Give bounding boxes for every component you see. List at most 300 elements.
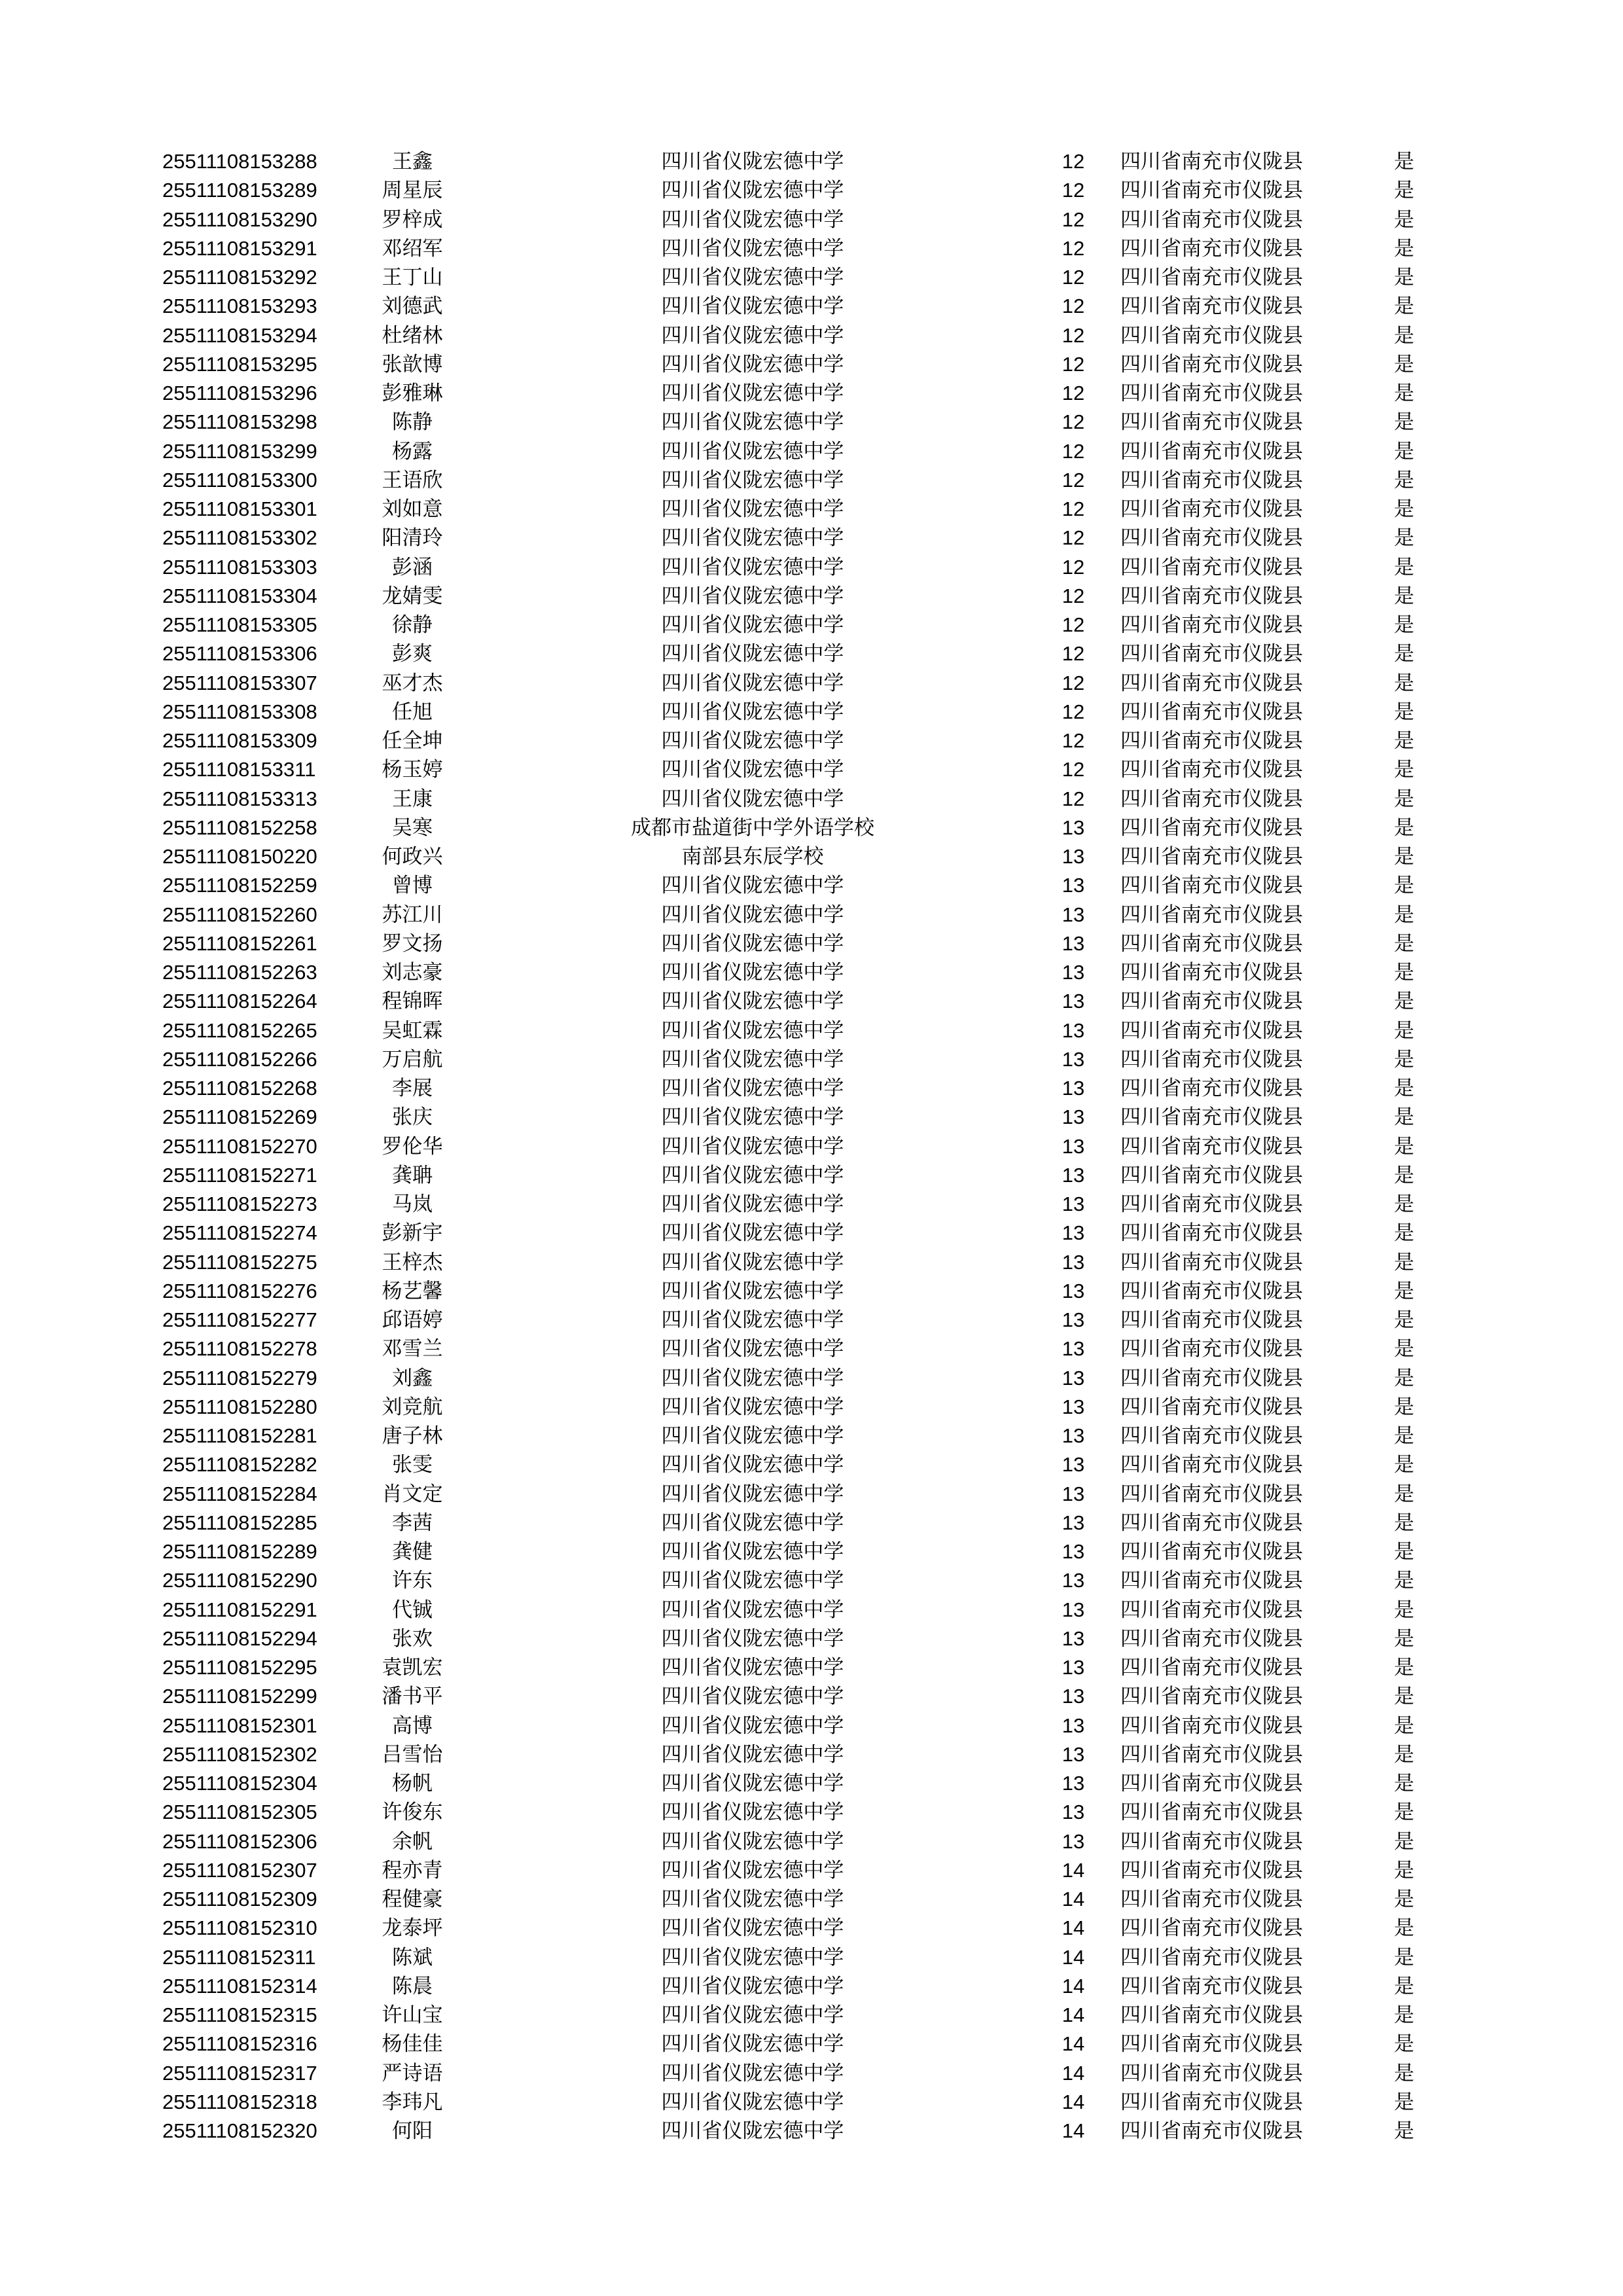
region: 四川省南充市仪陇县 xyxy=(1120,1858,1303,1882)
student-id: 25511108153300 xyxy=(162,468,317,492)
group-number: 13 xyxy=(1061,1308,1085,1331)
region: 四川省南充市仪陇县 xyxy=(1120,671,1303,695)
table-row xyxy=(0,2088,1623,2117)
school-name: 四川省仪陇宏德中学 xyxy=(661,1134,844,1158)
status-flag: 是 xyxy=(1394,526,1414,550)
region: 四川省南充市仪陇县 xyxy=(1120,1105,1303,1130)
status-flag: 是 xyxy=(1394,352,1414,376)
group-number: 13 xyxy=(1061,1801,1085,1824)
student-id: 25511108152260 xyxy=(162,903,317,926)
table-row xyxy=(0,1045,1623,1074)
status-flag: 是 xyxy=(1394,497,1414,521)
region: 四川省南充市仪陇县 xyxy=(1120,468,1303,492)
table-row xyxy=(0,1566,1623,1595)
school-name: 四川省仪陇宏德中学 xyxy=(661,671,844,695)
status-flag: 是 xyxy=(1394,1569,1414,1593)
student-id: 25511108152320 xyxy=(162,2119,317,2142)
student-id: 25511108152278 xyxy=(162,1337,317,1361)
group-number: 13 xyxy=(1061,1134,1085,1158)
table-row xyxy=(0,958,1623,987)
status-flag: 是 xyxy=(1394,1047,1414,1071)
group-number: 13 xyxy=(1061,1279,1085,1302)
school-name: 南部县东辰学校 xyxy=(681,845,824,869)
student-name: 彭雅琳 xyxy=(382,382,443,405)
student-name: 吕雪怡 xyxy=(382,1742,443,1767)
status-flag: 是 xyxy=(1394,1858,1414,1882)
student-name: 潘书平 xyxy=(382,1685,443,1709)
school-name: 四川省仪陇宏德中学 xyxy=(661,1540,844,1564)
status-flag: 是 xyxy=(1394,2061,1414,2085)
table-row xyxy=(0,1335,1623,1363)
table-row xyxy=(0,611,1623,639)
school-name: 四川省仪陇宏德中学 xyxy=(661,1424,844,1448)
table-row xyxy=(0,1769,1623,1798)
school-name: 四川省仪陇宏德中学 xyxy=(661,613,844,637)
region: 四川省南充市仪陇县 xyxy=(1120,845,1303,869)
group-number: 12 xyxy=(1061,266,1085,289)
status-flag: 是 xyxy=(1394,1482,1414,1506)
student-id: 25511108152289 xyxy=(162,1540,317,1563)
region: 四川省南充市仪陇县 xyxy=(1120,1193,1303,1216)
student-id: 25511108152264 xyxy=(162,990,317,1013)
status-flag: 是 xyxy=(1394,1801,1414,1825)
group-number: 12 xyxy=(1061,584,1085,607)
school-name: 四川省仪陇宏德中学 xyxy=(661,1511,844,1535)
student-name: 万启航 xyxy=(382,1047,443,1071)
school-name: 四川省仪陇宏德中学 xyxy=(661,1018,844,1043)
student-name: 程亦青 xyxy=(382,1858,443,1882)
status-flag: 是 xyxy=(1394,1105,1414,1130)
status-flag: 是 xyxy=(1394,2119,1414,2143)
region: 四川省南充市仪陇县 xyxy=(1120,555,1303,579)
table-row xyxy=(0,814,1623,842)
region: 四川省南充市仪陇县 xyxy=(1120,236,1303,260)
school-name: 四川省仪陇宏德中学 xyxy=(661,2061,844,2085)
status-flag: 是 xyxy=(1394,2003,1414,2027)
region: 四川省南充市仪陇县 xyxy=(1120,1482,1303,1506)
student-id: 25511108153293 xyxy=(162,295,317,318)
table-row xyxy=(0,1190,1623,1219)
student-id: 25511108152301 xyxy=(162,1713,317,1737)
student-id: 25511108152280 xyxy=(162,1395,317,1418)
student-id: 25511108153296 xyxy=(162,382,317,404)
status-flag: 是 xyxy=(1394,295,1414,319)
status-flag: 是 xyxy=(1394,1656,1414,1679)
region: 四川省南充市仪陇县 xyxy=(1120,1424,1303,1448)
group-number: 13 xyxy=(1061,845,1085,868)
student-id: 25511108152310 xyxy=(162,1916,317,1940)
student-name: 袁凯宏 xyxy=(382,1656,443,1679)
status-flag: 是 xyxy=(1394,700,1414,724)
region: 四川省南充市仪陇县 xyxy=(1120,2090,1303,2114)
region: 四川省南充市仪陇县 xyxy=(1120,2061,1303,2085)
status-flag: 是 xyxy=(1394,1772,1414,1795)
student-id: 25511108152282 xyxy=(162,1453,317,1477)
school-name: 四川省仪陇宏德中学 xyxy=(661,1337,844,1361)
school-name: 四川省仪陇宏德中学 xyxy=(661,1047,844,1071)
status-flag: 是 xyxy=(1394,1713,1414,1738)
region: 四川省南充市仪陇县 xyxy=(1120,382,1303,405)
table-row xyxy=(0,901,1623,929)
group-number: 12 xyxy=(1061,150,1085,173)
school-name: 四川省仪陇宏德中学 xyxy=(661,2032,844,2056)
student-name: 杜绪林 xyxy=(382,323,443,348)
group-number: 12 xyxy=(1061,323,1085,347)
student-name: 高博 xyxy=(392,1713,433,1738)
group-number: 12 xyxy=(1061,613,1085,636)
school-name: 四川省仪陇宏德中学 xyxy=(661,1916,844,1941)
region: 四川省南充市仪陇县 xyxy=(1120,1511,1303,1535)
school-name: 四川省仪陇宏德中学 xyxy=(661,2003,844,2027)
table-row xyxy=(0,408,1623,437)
group-number: 13 xyxy=(1061,816,1085,839)
student-name: 许俊东 xyxy=(382,1801,443,1825)
student-name: 彭新宇 xyxy=(382,1221,443,1246)
student-name: 刘德武 xyxy=(382,295,443,319)
school-name: 四川省仪陇宏德中学 xyxy=(661,1395,844,1419)
region: 四川省南充市仪陇县 xyxy=(1120,1163,1303,1187)
student-name: 张庆 xyxy=(392,1105,433,1130)
table-row xyxy=(0,2001,1623,2030)
school-name: 四川省仪陇宏德中学 xyxy=(661,758,844,782)
group-number: 13 xyxy=(1061,1337,1085,1361)
region: 四川省南充市仪陇县 xyxy=(1120,903,1303,927)
region: 四川省南充市仪陇县 xyxy=(1120,1685,1303,1709)
student-id: 25511108152315 xyxy=(162,2003,317,2026)
status-flag: 是 xyxy=(1394,1221,1414,1246)
table-row xyxy=(0,1827,1623,1856)
school-name: 四川省仪陇宏德中学 xyxy=(661,410,844,435)
student-name: 陈静 xyxy=(392,410,433,435)
table-row xyxy=(0,321,1623,350)
group-number: 13 xyxy=(1061,990,1085,1013)
school-name: 四川省仪陇宏德中学 xyxy=(661,1829,844,1854)
school-name: 四川省仪陇宏德中学 xyxy=(661,1279,844,1303)
group-number: 12 xyxy=(1061,526,1085,550)
status-flag: 是 xyxy=(1394,1453,1414,1477)
student-id: 25511108152284 xyxy=(162,1482,317,1505)
region: 四川省南充市仪陇县 xyxy=(1120,410,1303,435)
student-name: 唐子林 xyxy=(382,1424,443,1448)
status-flag: 是 xyxy=(1394,1279,1414,1303)
student-name: 龚聃 xyxy=(392,1163,433,1187)
table-row xyxy=(0,437,1623,466)
group-number: 13 xyxy=(1061,903,1085,926)
region: 四川省南充市仪陇县 xyxy=(1120,584,1303,608)
group-number: 13 xyxy=(1061,1685,1085,1708)
region: 四川省南充市仪陇县 xyxy=(1120,179,1303,203)
table-row xyxy=(0,234,1623,263)
region: 四川省南充市仪陇县 xyxy=(1120,1279,1303,1303)
group-number: 14 xyxy=(1061,2003,1085,2026)
region: 四川省南充市仪陇县 xyxy=(1120,1945,1303,1969)
table-row xyxy=(0,1422,1623,1450)
student-name: 龚健 xyxy=(392,1540,433,1564)
student-name: 彭爽 xyxy=(392,642,433,666)
group-number: 12 xyxy=(1061,497,1085,520)
school-name: 四川省仪陇宏德中学 xyxy=(661,1772,844,1795)
region: 四川省南充市仪陇县 xyxy=(1120,990,1303,1014)
status-flag: 是 xyxy=(1394,207,1414,232)
school-name: 四川省仪陇宏德中学 xyxy=(661,1193,844,1216)
student-name: 龙婧雯 xyxy=(382,584,443,608)
group-number: 14 xyxy=(1061,1974,1085,1998)
region: 四川省南充市仪陇县 xyxy=(1120,352,1303,376)
school-name: 四川省仪陇宏德中学 xyxy=(661,1163,844,1187)
table-row xyxy=(0,495,1623,524)
table-row xyxy=(0,379,1623,408)
status-flag: 是 xyxy=(1394,1018,1414,1043)
school-name: 四川省仪陇宏德中学 xyxy=(661,1482,844,1506)
group-number: 12 xyxy=(1061,642,1085,666)
table-row xyxy=(0,2059,1623,2088)
region: 四川省南充市仪陇县 xyxy=(1120,1626,1303,1651)
school-name: 四川省仪陇宏德中学 xyxy=(661,1685,844,1709)
student-name: 邱语婷 xyxy=(382,1308,443,1332)
table-row xyxy=(0,1016,1623,1045)
school-name: 四川省仪陇宏德中学 xyxy=(661,179,844,203)
student-id: 25511108152276 xyxy=(162,1279,317,1302)
table-row xyxy=(0,871,1623,900)
student-id: 25511108152311 xyxy=(162,1945,316,1969)
status-flag: 是 xyxy=(1394,1366,1414,1390)
region: 四川省南充市仪陇县 xyxy=(1120,1713,1303,1738)
status-flag: 是 xyxy=(1394,671,1414,695)
table-row xyxy=(0,582,1623,611)
school-name: 四川省仪陇宏德中学 xyxy=(661,787,844,811)
student-name: 程锦晖 xyxy=(382,990,443,1014)
school-name: 四川省仪陇宏德中学 xyxy=(661,642,844,666)
group-number: 14 xyxy=(1061,2090,1085,2113)
status-flag: 是 xyxy=(1394,236,1414,260)
status-flag: 是 xyxy=(1394,787,1414,811)
status-flag: 是 xyxy=(1394,1685,1414,1709)
status-flag: 是 xyxy=(1394,1945,1414,1969)
status-flag: 是 xyxy=(1394,729,1414,753)
group-number: 12 xyxy=(1061,352,1085,376)
region: 四川省南充市仪陇县 xyxy=(1120,207,1303,232)
student-name: 张欢 xyxy=(392,1626,433,1651)
table-row xyxy=(0,698,1623,726)
table-row xyxy=(0,929,1623,958)
school-name: 四川省仪陇宏德中学 xyxy=(661,1221,844,1246)
group-number: 13 xyxy=(1061,1511,1085,1534)
student-name: 李展 xyxy=(392,1077,433,1100)
student-table xyxy=(0,147,1623,2145)
student-id: 25511108152317 xyxy=(162,2061,317,2085)
status-flag: 是 xyxy=(1394,1337,1414,1361)
group-number: 13 xyxy=(1061,1829,1085,1853)
school-name: 四川省仪陇宏德中学 xyxy=(661,2119,844,2143)
student-id: 25511108152273 xyxy=(162,1193,317,1215)
student-id: 25511108153299 xyxy=(162,439,317,463)
region: 四川省南充市仪陇县 xyxy=(1120,1221,1303,1246)
group-number: 13 xyxy=(1061,1366,1085,1390)
group-number: 12 xyxy=(1061,439,1085,463)
table-row xyxy=(0,1537,1623,1566)
student-name: 彭涵 xyxy=(392,555,433,579)
student-id: 25511108152316 xyxy=(162,2032,317,2056)
region: 四川省南充市仪陇县 xyxy=(1120,642,1303,666)
table-row xyxy=(0,466,1623,495)
table-row xyxy=(0,1277,1623,1306)
student-id: 25511108153289 xyxy=(162,179,317,202)
region: 四川省南充市仪陇县 xyxy=(1120,1453,1303,1477)
student-id: 25511108152279 xyxy=(162,1366,317,1390)
student-id: 25511108152261 xyxy=(162,931,317,955)
student-name: 曾博 xyxy=(392,874,433,898)
group-number: 12 xyxy=(1061,236,1085,260)
student-id: 25511108152307 xyxy=(162,1858,317,1882)
student-id: 25511108152270 xyxy=(162,1134,317,1158)
student-name: 罗文扬 xyxy=(382,931,443,956)
table-row xyxy=(0,1653,1623,1682)
student-id: 25511108153311 xyxy=(162,758,316,781)
group-number: 14 xyxy=(1061,1888,1085,1910)
table-row xyxy=(0,1480,1623,1509)
region: 四川省南充市仪陇县 xyxy=(1120,1801,1303,1825)
region: 四川省南充市仪陇县 xyxy=(1120,2003,1303,2027)
school-name: 四川省仪陇宏德中学 xyxy=(661,990,844,1014)
student-name: 王语欣 xyxy=(382,468,443,492)
student-name: 罗伦华 xyxy=(382,1134,443,1158)
student-id: 25511108152269 xyxy=(162,1105,317,1129)
region: 四川省南充市仪陇县 xyxy=(1120,700,1303,724)
student-name: 阳清玲 xyxy=(382,526,443,550)
student-name: 刘鑫 xyxy=(392,1366,433,1390)
school-name: 四川省仪陇宏德中学 xyxy=(661,1453,844,1477)
school-name: 四川省仪陇宏德中学 xyxy=(661,1713,844,1738)
status-flag: 是 xyxy=(1394,584,1414,608)
table-row xyxy=(0,1740,1623,1769)
region: 四川省南充市仪陇县 xyxy=(1120,1974,1303,1998)
region: 四川省南充市仪陇县 xyxy=(1120,1916,1303,1941)
status-flag: 是 xyxy=(1394,382,1414,405)
table-row xyxy=(0,292,1623,321)
student-id: 25511108152266 xyxy=(162,1047,317,1071)
region: 四川省南充市仪陇县 xyxy=(1120,497,1303,521)
student-name: 肖文定 xyxy=(382,1482,443,1506)
student-name: 邓绍军 xyxy=(382,236,443,260)
school-name: 四川省仪陇宏德中学 xyxy=(661,1801,844,1825)
status-flag: 是 xyxy=(1394,816,1414,840)
status-flag: 是 xyxy=(1394,1742,1414,1767)
region: 四川省南充市仪陇县 xyxy=(1120,1250,1303,1274)
group-number: 12 xyxy=(1061,758,1085,781)
student-name: 刘如意 xyxy=(382,497,443,521)
student-id: 25511108153313 xyxy=(162,787,317,810)
student-id: 25511108152285 xyxy=(162,1511,317,1534)
student-id: 25511108152291 xyxy=(162,1598,317,1621)
group-number: 12 xyxy=(1061,295,1085,318)
table-row xyxy=(0,1306,1623,1335)
student-name: 吴虹霖 xyxy=(382,1018,443,1043)
region: 四川省南充市仪陇县 xyxy=(1120,1540,1303,1564)
student-name: 许山宝 xyxy=(382,2003,443,2027)
school-name: 四川省仪陇宏德中学 xyxy=(661,236,844,260)
group-number: 13 xyxy=(1061,1656,1085,1679)
table-row xyxy=(0,1074,1623,1103)
group-number: 12 xyxy=(1061,468,1085,492)
group-number: 13 xyxy=(1061,1424,1085,1447)
student-name: 巫才杰 xyxy=(382,671,443,695)
table-row xyxy=(0,785,1623,814)
school-name: 四川省仪陇宏德中学 xyxy=(661,555,844,579)
table-row xyxy=(0,1624,1623,1653)
status-flag: 是 xyxy=(1394,845,1414,869)
school-name: 四川省仪陇宏德中学 xyxy=(661,382,844,405)
student-name: 陈晨 xyxy=(392,1974,433,1998)
group-number: 14 xyxy=(1061,1945,1085,1969)
region: 四川省南充市仪陇县 xyxy=(1120,2119,1303,2143)
status-flag: 是 xyxy=(1394,1424,1414,1448)
status-flag: 是 xyxy=(1394,1077,1414,1100)
student-name: 张雯 xyxy=(392,1453,433,1477)
status-flag: 是 xyxy=(1394,961,1414,984)
school-name: 四川省仪陇宏德中学 xyxy=(661,2090,844,2114)
status-flag: 是 xyxy=(1394,468,1414,492)
group-number: 13 xyxy=(1061,874,1085,897)
student-name: 吴寒 xyxy=(392,816,433,840)
student-id: 25511108153309 xyxy=(162,729,317,752)
school-name: 四川省仪陇宏德中学 xyxy=(661,1569,844,1593)
school-name: 四川省仪陇宏德中学 xyxy=(661,352,844,376)
group-number: 12 xyxy=(1061,671,1085,694)
table-row xyxy=(0,669,1623,698)
region: 四川省南充市仪陇县 xyxy=(1120,1656,1303,1679)
student-id: 25511108153295 xyxy=(162,352,317,376)
student-id: 25511108153308 xyxy=(162,700,317,723)
group-number: 14 xyxy=(1061,1858,1085,1882)
status-flag: 是 xyxy=(1394,439,1414,463)
student-name: 周星辰 xyxy=(382,179,443,203)
region: 四川省南充市仪陇县 xyxy=(1120,1366,1303,1390)
student-id: 25511108153298 xyxy=(162,410,317,434)
region: 四川省南充市仪陇县 xyxy=(1120,1337,1303,1361)
student-name: 王梓杰 xyxy=(382,1250,443,1274)
student-id: 25511108152302 xyxy=(162,1742,317,1766)
student-name: 杨艺馨 xyxy=(382,1279,443,1303)
status-flag: 是 xyxy=(1394,1134,1414,1158)
school-name: 四川省仪陇宏德中学 xyxy=(661,1656,844,1679)
table-row xyxy=(0,553,1623,582)
school-name: 四川省仪陇宏德中学 xyxy=(661,1105,844,1130)
table-row xyxy=(0,842,1623,871)
student-id: 25511108152258 xyxy=(162,816,317,839)
school-name: 四川省仪陇宏德中学 xyxy=(661,903,844,927)
student-name: 代铖 xyxy=(392,1598,433,1622)
student-id: 25511108152290 xyxy=(162,1569,317,1592)
student-id: 25511108152294 xyxy=(162,1626,317,1650)
school-name: 四川省仪陇宏德中学 xyxy=(661,729,844,753)
region: 四川省南充市仪陇县 xyxy=(1120,874,1303,898)
student-name: 余帆 xyxy=(392,1829,433,1854)
student-id: 25511108152274 xyxy=(162,1221,317,1245)
student-name: 杨佳佳 xyxy=(382,2032,443,2056)
student-name: 杨玉婷 xyxy=(382,758,443,782)
group-number: 12 xyxy=(1061,179,1085,202)
region: 四川省南充市仪陇县 xyxy=(1120,1018,1303,1043)
school-name: 四川省仪陇宏德中学 xyxy=(661,584,844,608)
student-name: 刘志豪 xyxy=(382,961,443,984)
status-flag: 是 xyxy=(1394,1916,1414,1941)
student-name: 王鑫 xyxy=(392,150,433,173)
status-flag: 是 xyxy=(1394,2090,1414,2114)
status-flag: 是 xyxy=(1394,642,1414,666)
student-id: 25511108152268 xyxy=(162,1077,317,1100)
school-name: 四川省仪陇宏德中学 xyxy=(661,468,844,492)
group-number: 13 xyxy=(1061,1193,1085,1215)
